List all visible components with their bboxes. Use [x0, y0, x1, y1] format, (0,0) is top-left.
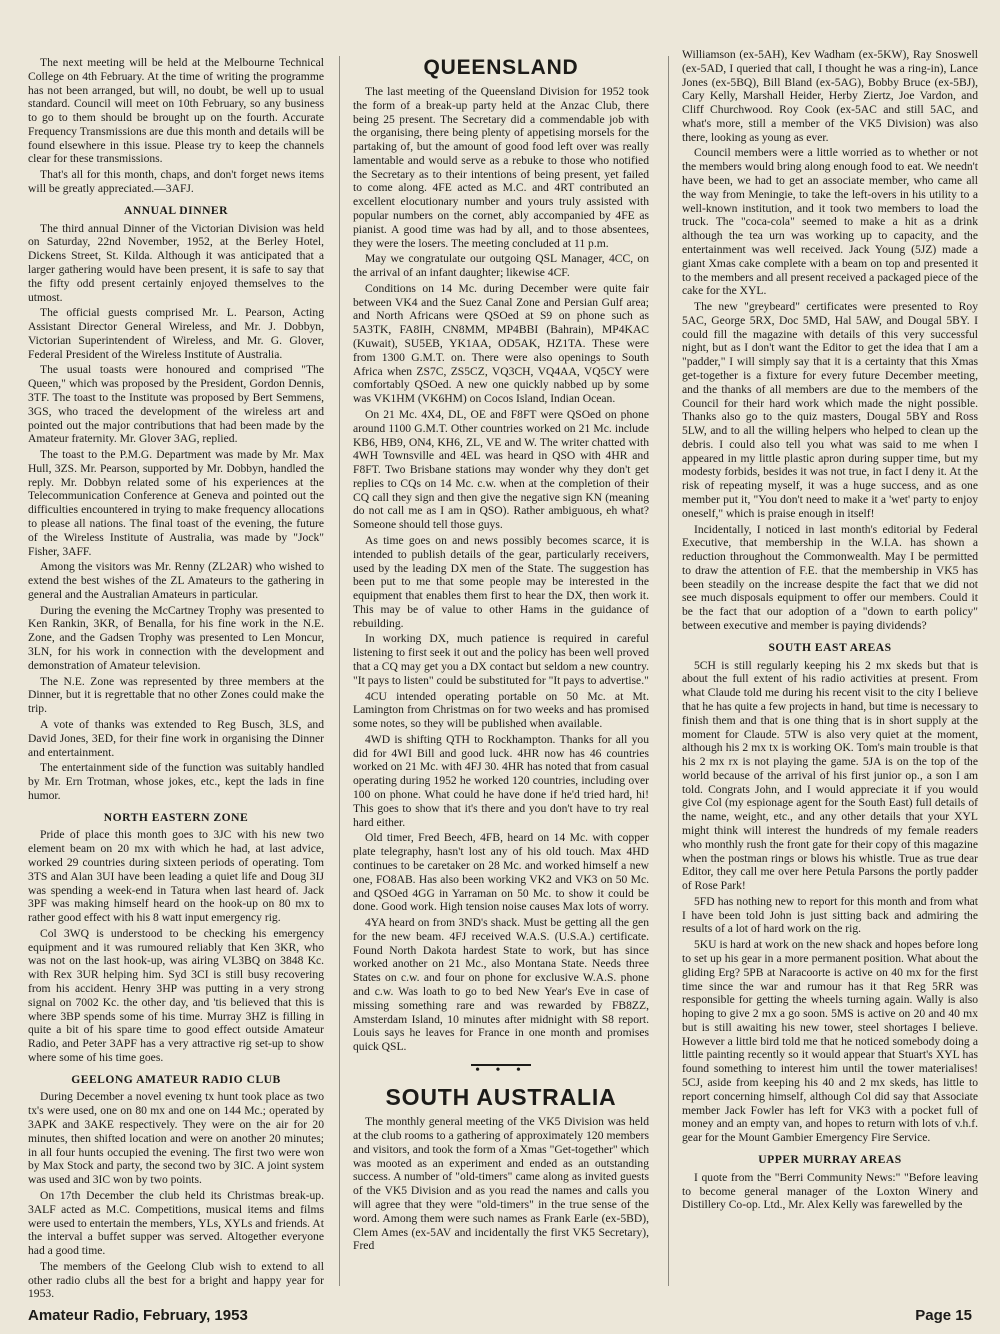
paragraph: Pride of place this month goes to 3JC with his new two element beam on 20 mx with which he had, at last advice, worked 29 countries during sixteen periods of operating. Tom 3TS and Alan 3UI have been leading a quiet life and Doug 3IJ was spending a week-end in Tatura when last heard of. Jack 3PF was making himself heard on the hook-up on 80 mx to rather good effect with his 8 watt input emergency rig. — [28, 828, 324, 925]
section-separator: • • • — [471, 1064, 531, 1076]
paragraph: I quote from the "Berri Community News:" "Before leaving to become general manager of the Loxton Winery and Distillery Co-op. Ltd., Mr. Alex Kelly was farewelled by the — [682, 1170, 978, 1212]
paragraph: The last meeting of the Queensland Division for 1952 took the form of a break-up party held at the Anzac Club, there being 25 present. The Secretary did a commendable job with the organising, there being plenty of appetising morsels for the partaking of, but the amount of good food left over was really lamentable and would serve as a rebuke to those who notified the Secretary as to their intentions of being present, yet failed to come along. 4FE acted as M.C. and 4RT contributed an excellent elocutionary number and yours truly assisted with popular numbers on the cornet, ably accompanied by 4FE as pianist. A good time was had by all, and to those absentees, they were the losers. The meeting concluded at 11 p.m. — [353, 84, 649, 250]
paragraph: 4CU intended operating portable on 50 Mc. at Mt. Lamington from Christmas on for two weeks and has promised some notes, so they will be published when available. — [353, 689, 649, 731]
footer-page-number: Page 15 — [915, 1306, 972, 1324]
paragraph: 5FD has nothing new to report for this month and from what I have been told John is just sitting back and admiring the results of a lot of hard work on the rig. — [682, 894, 978, 936]
paragraph: Old timer, Fred Beech, 4FB, heard on 14 Mc. with copper plate telegraphy, hasn't lost any of his old touch. Max 4HD continues to be caretaker on 28 Mc. and worked himself a new one, FO8AB. Has also been working VK2 and VK3 on 50 Mc. and QSOed 4GG in Yarraman on 50 Mc. to show it could be done. Good work. High tension noise causes Max lots of worry. — [353, 831, 649, 914]
paragraph: May we congratulate our outgoing QSL Manager, 4CC, on the arrival of an infant daughter; likewise 4CF. — [353, 252, 649, 280]
paragraph: The third annual Dinner of the Victorian Division was held on Saturday, 22nd November, 1952, at the Berley Hotel, Dickens Street, St. Kilda. Although it was anticipated that a larger gathering would have been present, it is safe to say that the fifty odd present certainly enjoyed themselves to the utmost. — [28, 221, 324, 304]
column-divider — [339, 56, 340, 1286]
paragraph: The monthly general meeting of the VK5 Division was held at the club rooms to a gathering of approximately 120 members and visitors, and took the form of a Xmas "Get-together" which was mooted as an experiment and ended as an outstanding success. A number of "old-timers" came along as invited guests of the VK5 Division and as you read the names and calls you will agree that they were "old-timers" in the true sense of the word. Among them were such names as Frank Earle (ex-5BD), Clem Ames (ex-5AV and incidentally the first VK5 Secretary), Fred — [353, 1115, 649, 1253]
page-footer — [28, 1304, 972, 1326]
section-heading-north-eastern-zone: NORTH EASTERN ZONE — [103, 810, 249, 824]
paragraph: Incidentally, I noticed in last month's editorial by Federal Executive, that membership in the W.I.A. has shown a reduction throughout the Commonwealth. May I be permitted to draw the attention of F.E. that the membership in VK5 has been steadily on the increase despite the fact that we did not see much disposals equipment to offer our members. Could it be the fact that our adoption of a "down to earth policy" between executive and member is paying dividends? — [682, 522, 978, 633]
paragraph: A vote of thanks was extended to Reg Busch, 3LS, and David Jones, 3ED, for their fine work in organising the Dinner and entertainment. — [28, 717, 324, 759]
section-heading-annual-dinner: ANNUAL DINNER — [123, 203, 229, 217]
paragraph: 4WD is shifting QTH to Rockhampton. Thanks for all you did for 4WI Bill and good luck. 4HR now has 46 countries worked on 21 Mc. with 4FJ 30. 4HR has noted that from casual operating during 1952 he worked 120 countries, including over 100 on phone. What could he have done if he'd tried hard, hi! This goes to show that it's there and you don't have to try real hard either. — [353, 732, 649, 829]
paragraph: The entertainment side of the function was suitably handled by Mr. Ern Trotman, whose jokes, etc., kept the lads in fine humor. — [28, 761, 324, 802]
paragraph: That's all for this month, chaps, and don't forget news items will be greatly appreciated.—3AFJ. — [28, 168, 324, 196]
paragraph: As time goes on and news possibly becomes scarce, it is intended to publish details of the gear, particularly receivers, used by the leading DX men of the State. The suggestion has been put to me that some people may be interested in the equipment that enables them first to hear the DX, then work it. This may be of value to other Hams in the guidance of rebuilding. — [353, 533, 649, 630]
magazine-page — [28, 48, 978, 1301]
paragraph: The next meeting will be held at the Melbourne Technical College on 4th February. At the time of writing the programme has not been arranged, but will, no doubt, be well up to usual standard. Council will meet on 10th February, so any business to go to them should be brought up on the fourth. Accurate Frequency Transmissions are due this month and details will be found elsewhere in this issue. Please try to keep the channels clear for these transmissions. — [28, 56, 324, 166]
paragraph: On 17th December the club held its Christmas break-up. 3ALF acted as M.C. Competitions, musical items and films were used to entertain the members, YLs, XYLs and friends. At the interval a buffet supper was served. Altogether everyone had a good time. — [28, 1188, 324, 1258]
paragraph: The new "greybeard" certificates were presented to Roy 5AC, George 5RX, Doc 5MD, Hal 5AW, and Dougal 5BY. I could fill the magazine with details of this very successful night, but as I don't want the Editor to get the idea that I am a "padder," I will simply say that it is a certainty that this Xmas get-together is a fixture for every future December meeting, and the thanks of all members are due to the members of the Council for their hard work which made the night possible. Thanks also go to the quiz masters, Dougal 5BY and Ross 5LW, and to all the willing helpers who helped to clean up the debris. I could also tell you what was said to me when I appeared in my little plastic apron during supper time, but my modesty forbids, besides it was not true, in fact I deny it. At the risk of repeating myself, it was a huge success, and as one member put it, "You don't need to make it a 'wet' party to enjoy oneself," which is praise enough in itself! — [682, 300, 978, 520]
paragraph: Among the visitors was Mr. Renny (ZL2AR) who wished to extend the best wishes of the ZL Amateurs to the gathering in general and the Australian Amateurs in particular. — [28, 560, 324, 601]
paragraph: During December a novel evening tx hunt took place as two tx's were used, one on 80 mx and one on 144 Mc.; operated by 3APK and 3AKE respectively. They were on the air for 20 minutes, then shifted location and were on another 20 minutes; in all four hunts occupied the evening. The first two were won by Max Stock and party, the second two by 3IC. A joint system was used and 3IC won by two points. — [28, 1090, 324, 1187]
section-heading-upper-murray-areas: UPPER MURRAY AREAS — [758, 1152, 902, 1166]
footer-publication: Amateur Radio, February, 1953 — [28, 1306, 248, 1324]
column-divider — [668, 56, 669, 1286]
column-middle — [353, 56, 649, 1286]
paragraph: 4YA heard on from 3ND's shack. Must be getting all the gen for the new beam. 4FJ received W.A.S. (U.S.A.) certificate. Found North Dakota hardest State to work, but has since worked another on 21 Mc., also Montana State. Needs three States on c.w. and four on phone for exclusive W.A.S. phone and c.w. Was loath to go to bed New Year's Eve in case of missing something rare and was rewarded by FB8ZZ, Amsterdam Island, 10 minutes after midnight with S8 report. Louis says he leaves for France in one month and promises quick QSL. — [353, 916, 649, 1054]
paragraph: The members of the Geelong Club wish to extend to all other radio clubs all the best for a bright and happy year for 1953. — [28, 1259, 324, 1301]
paragraph: The usual toasts were honoured and comprised "The Queen," which was proposed by the President, Gordon Dennis, 3TF. The toast to the Institute was proposed by Bert Semmens, 3GS, who traced the development of the wireless art and pointed out the major contributions that had been made by the Amateur fraternity. Mr. Glover 3AG, replied. — [28, 363, 324, 446]
paragraph: Conditions on 14 Mc. during December were quite fair between VK4 and the Suez Canal Zone and Persian Gulf area; and North Africans were QSOed at S9 on phone such as 5A3TK, FA8IH, CN8MM, MP4BBI (Bahrain), MP4KAC (Kuwait), SU5EB, YK1AA, OD5AK, HZ1TA. These were from 1300 G.M.T. on. There were also openings to South Africa when ZS7C, ZS5CZ, VQ3CH, VQ4AA, VQ5CY were comfortably QSOed. A new one quickly nabbed up by some was VK1HM (VK6HM) on Cocos Island, Indian Ocean. — [353, 281, 649, 406]
paragraph: 5CH is still regularly keeping his 2 mx skeds but that is about the full extent of his radio activities at present. From what Claude told me during his recent visit to the city I believe that he has quite a few projects in hand, but time is necessary to finish them and that is one thing that is in short supply at the moment for Claude. 5TW is also very quiet at the moment, although his 2 mx tx is working OK. Tom's main trouble is that his 2 mx rx is not playing the game. 5JA is on the top of the world because of the arrival of his first junior op., a son I am told. Congrats John, and I would appreciate it if you would give Col (my espionage agent for the South East) full details of the name, weight, etc., and any other details that your XYL might think will interest the hundreds of my female readers who monthly rush the front gate for their copy of this magazine when the postman rings or blows his whistle. True as true dear Editor, they call me over here Petula Parsons the portly padder of Rose Park! — [682, 658, 978, 893]
column-right — [682, 48, 978, 1278]
paragraph: Council members were a little worried as to whether or not the members would bring along enough food to eat. We needn't have been, we had to get an associate member, who came all the way from Meningie, to take the left-overs in his utility to a well-known institution, and it took two members to load the truck. The "coca-cola" seemed to make a hit as a drink although the tea urn was working up to capacity, and the entertainment was well received. Jack Young (5JZ) made a giant Xmas cake complete with a beam on top and presented it to the members and all present received a packaged piece of the cake for the XYL. — [682, 146, 978, 298]
paragraph: The toast to the P.M.G. Department was made by Mr. Max Hull, 3ZS. Mr. Pearson, supported by Mr. Dobbyn, handled the reply. Mr. Dobbyn related some of his experiences at the Telecommunication Conference at Geneva and pointed out the difficulties encountered in trying to make frequency allocations to please all nations. The final toast of the evening, the future of the Wireless Institute of Australia, was made by "Jock" Fisher, 3AFF. — [28, 448, 324, 558]
paragraph: The N.E. Zone was represented by three members at the Dinner, but it is regrettable that no other Zones could make the trip. — [28, 674, 324, 716]
paragraph: During the evening the McCartney Trophy was presented to Ken Rankin, 3KR, of Benalla, for his fine work in the N.E. Zone, and the Gadsen Trophy was presented to Len Moncur, 3LN, for his work in connection with the development and demonstration of Amateur television. — [28, 603, 324, 672]
paragraph: Col 3WQ is understood to be checking his emergency equipment and it was rumoured reliably that Ken 3KR, who was not on the last hook-up, was airing VL3BQ on 3848 Kc. with Rex 3UR helping him. Syd 3CI is still busy recovering from his accident. Henry 3HP was putting in a very strong signal on 7002 Kc. the other day, and 'tis believed that this is where 3BP spends some of his time. Murray 3HZ is filling in quite a bit of his spare time to good effect outside Amateur Radio, and Peter 3APF has a very attractive rig set-up to show where some of his time goes. — [28, 926, 324, 1064]
section-heading-geelong-club: GEELONG AMATEUR RADIO CLUB — [71, 1072, 281, 1086]
column-left — [28, 56, 324, 1301]
section-heading-south-australia: SOUTH AUSTRALIA — [385, 1083, 617, 1110]
paragraph: On 21 Mc. 4X4, DL, OE and F8FT were QSOed on phone around 1100 G.M.T. Other countries worked on 21 Mc. include KB6, HB9, ON4, KH6, ZL, VE and W. The writer chatted with 4WH Townsville and 4EL was heard in QSO with 4HR and F8FT. Two Brisbane stations may wonder why they don't get replies to CQs on 14 Mc. c.w. when at the completion of their CQ call they sign and then give the negative sign KN (meaning do not call me as I am in QSO). Rather ambiguous, eh what? Someone should tell those guys. — [353, 407, 649, 532]
paragraph: 5KU is hard at work on the new shack and hopes before long to set up his gear in a more permanent position. What about the gliding Erg? 5PB at Naracoorte is active on 40 mx for the first time since the war and rumour has it that Reg 5RR was responsible for getting the wheels turning again. Wally is also hoping to give 2 mx a go soon. 5MS is active on 20 and 40 mx but is still awaiting his new tower, steel shortages I believe. However a little bird told me that he noticed somebody doing a little painting recently so it would appear that Stuart's XYL has found something to interest him until the tower materialises! 5CJ, aside from keeping his 40 and 2 mx skeds, has little to report concerning himself, although Col did say that Associate member Jack Fowler has left for VK3 with a pocket full of money and an empty van, and hopes to return with lots of v.h.f. gear for the Mount Gambier Emergency Fire Service. — [682, 938, 978, 1145]
section-heading-queensland: QUEENSLAND — [423, 56, 579, 79]
paragraph: In working DX, much patience is required in careful listening to first seek it out and the policy has been well proved that a CQ may get you a DX contact but seldom a new country. "It pays to listen" could be substituted for "It pays to advertise." — [353, 632, 649, 687]
paragraph: Williamson (ex-5AH), Kev Wadham (ex-5KW), Ray Snoswell (ex-5AD, I queried that call, I thought he was a ring-in), Lance Jones (ex-5BQ), Bill Bland (ex-5AG), Bobby Bruce (ex-5BJ), Cary Kelly, Marshall Heider, Herby Ziertz, Joe Vardon, and Cliff Churchwood. Roy Cook (ex-5AC and still 5AC, and what's more, still a member of the VK5 Division) was also there, looking as young as ever. — [682, 48, 978, 144]
section-heading-south-east-areas: SOUTH EAST AREAS — [768, 640, 892, 654]
paragraph: The official guests comprised Mr. L. Pearson, Acting Assistant Director General Wireless, and Mr. J. Dobbyn, Victorian Superintendent of Wireless, and Mr. G. Glover, Federal President of the Wireless Institute of Australia. — [28, 306, 324, 361]
